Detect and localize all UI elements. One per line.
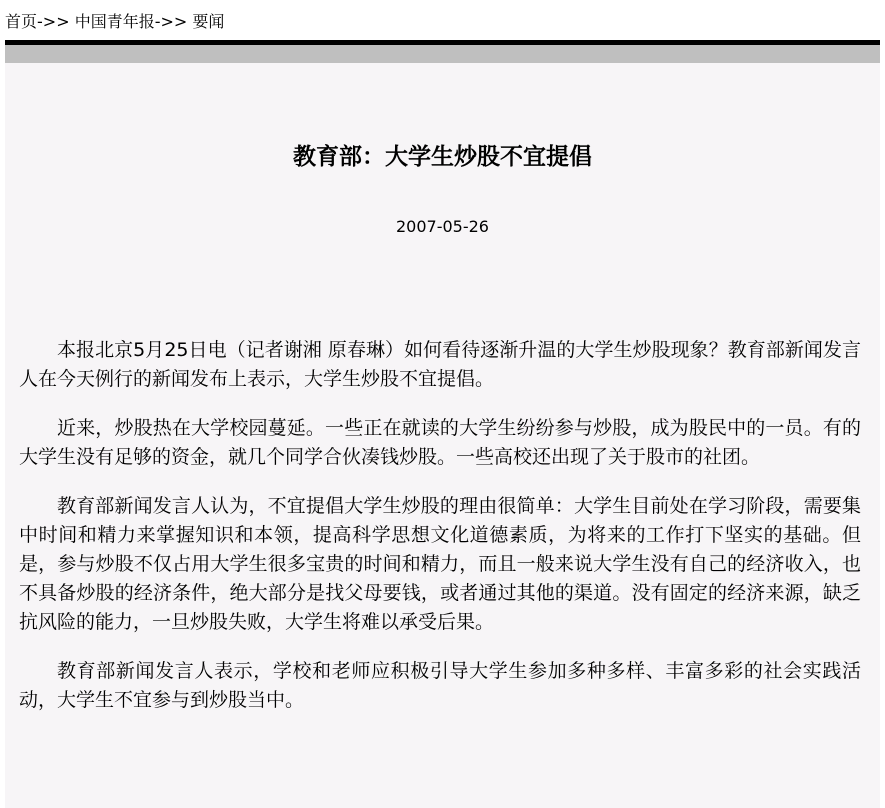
article-paragraph: 近来，炒股热在大学校园蔓延。一些正在就读的大学生纷纷参与炒股，成为股民中的一员。有的大学生没有足够的资金，就几个同学合伙凑钱炒股。一些高校还出现了关于股市的社团。 — [19, 417, 861, 468]
article-title: 教育部：大学生炒股不宜提倡 — [293, 144, 592, 170]
article-paragraph: 教育部新闻发言人认为，不宜提倡大学生炒股的理由很简单：大学生目前处在学习阶段，需要集中时间和精力来掌握知识和本领，提高科学思想文化道德素质，为将来的工作打下坚实的基础。但是，参与炒股不仅占用大学生很多宝贵的时间和精力，而且一般来说大学生没有自己的经济收入，也不具备炒股的经济条件，绝大部分是找父母要钱，或者通过其他的渠道。没有固定的经济来源，缺乏抗风险的能力，一旦炒股失败，大学生将难以承受后果。 — [19, 495, 861, 633]
breadcrumb-current[interactable]: 要闻 — [192, 12, 225, 31]
article-container — [5, 63, 880, 808]
article-body — [19, 336, 861, 735]
breadcrumb-separator: ->> — [37, 12, 70, 31]
article-paragraph: 本报北京5月25日电（记者谢湘 原春琳）如何看待逐渐升温的大学生炒股现象？教育部新闻发言人在今天例行的新闻发布上表示，大学生炒股不宜提倡。 — [19, 339, 861, 390]
breadcrumb — [5, 10, 224, 34]
header-divider-gray — [5, 45, 880, 63]
breadcrumb-separator: ->> — [154, 12, 188, 31]
article-paragraph: 教育部新闻发言人表示，学校和老师应积极引导大学生参加多种多样、丰富多彩的社会实践活动，大学生不宜参与到炒股当中。 — [19, 660, 861, 711]
breadcrumb-section-link[interactable]: 中国青年报 — [74, 12, 155, 31]
breadcrumb-home-link[interactable]: 首页 — [5, 12, 38, 31]
article-date: 2007-05-26 — [396, 217, 489, 236]
